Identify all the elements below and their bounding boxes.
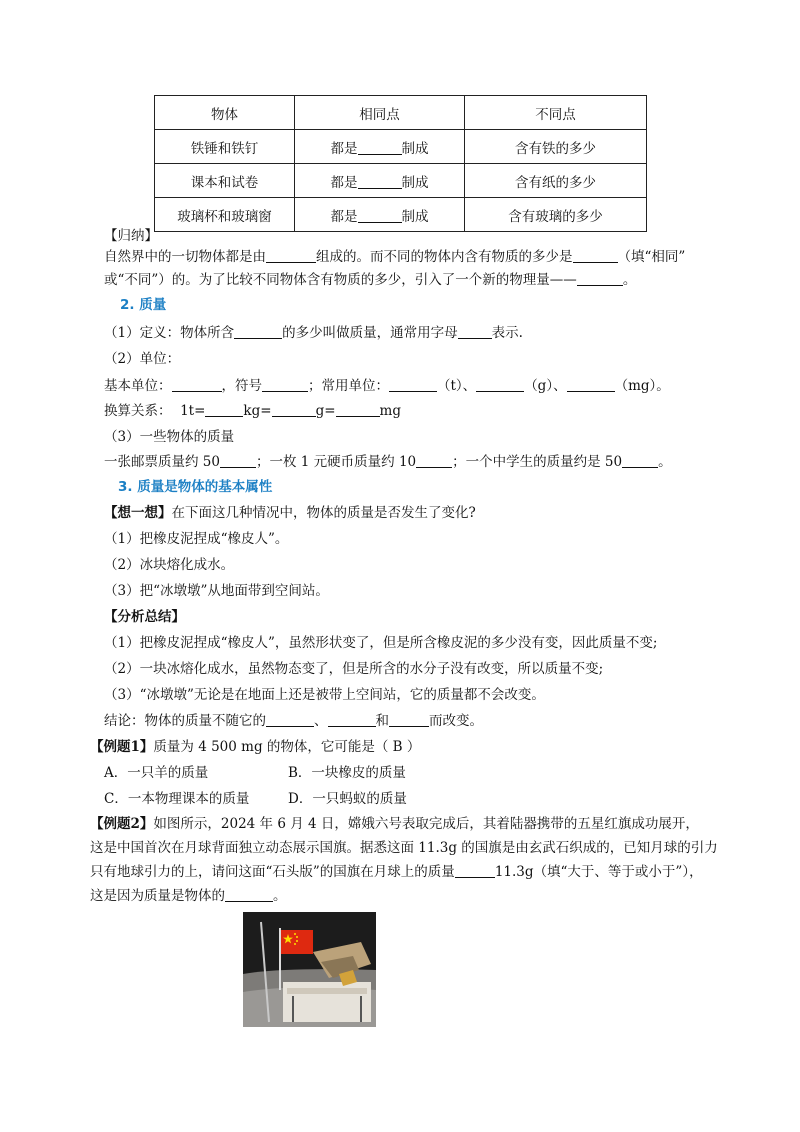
conversion-line: 换算关系： 1t= kg= g= mg: [104, 403, 401, 419]
example-2-line-3: 只有地球引力的上，请问这面“石头版”的国旗在月球上的质量 11.3g（填“大于、等于或小于”），: [90, 864, 703, 880]
guina-line-2: 或“不同”）的。为了比较不同物体含有物质的多少，引入了一个新的物理量—— 。: [104, 272, 637, 288]
table-row: [155, 130, 647, 164]
section-3-heading: 3. 质量是物体的基本属性: [118, 479, 273, 495]
row-diff: 含有纸的多少: [465, 164, 647, 198]
comparison-table: [154, 95, 647, 232]
answer-3: （3）“冰墩墩”无论是在地面上还是被带上空间站，它的质量都不会改变。: [104, 687, 545, 703]
chinese-flag-icon: [281, 930, 313, 954]
mass-definition: （1）定义：物体所含 的多少叫做质量，通常用字母 表示.: [104, 325, 523, 341]
table-row: [155, 198, 647, 232]
question-2: （2）冰块熔化成水。: [104, 557, 235, 573]
row-diff: 含有铁的多少: [465, 130, 647, 164]
unit-line: 基本单位： ，符号 ；常用单位： （t）、 （g）、 （mg）。: [104, 378, 670, 394]
some-mass-line: 一张邮票质量约 50 ；一枚 1 元硬币质量约 10 ；一个中学生的质量约是 50 。: [104, 454, 672, 470]
answer-2: （2）一块冰熔化成水，虽然物态变了，但是所含的水分子没有改变，所以质量不变;: [104, 661, 604, 677]
conclusion-line: 结论：物体的质量不随它的 、 和 而改变。: [104, 713, 483, 729]
header-diff: 不同点: [465, 96, 647, 130]
answer-1: （1）把橡皮泥捏成“橡皮人”，虽然形状变了，但是所含橡皮泥的多少没有变，因此质量不变;: [104, 635, 658, 651]
think-line: 【想一想】在下面这几种情况中，物体的质量是否发生了变化?: [104, 505, 476, 521]
example-1-stem: 【例题1】质量为 4 500 mg 的物体，它可能是（ B ）: [90, 739, 421, 755]
example-1-option-b: B．一块橡皮的质量: [288, 765, 406, 781]
lunar-lander-flag-image: [243, 912, 376, 1027]
example-1-option-d: D．一只蚂蚁的质量: [288, 791, 407, 807]
example-1-option-c: C．一本物理课本的质量: [104, 791, 250, 807]
row-same: 都是 制成: [295, 164, 465, 198]
row-same: 都是 制成: [295, 198, 465, 232]
example-2-line-4: 这是因为质量是物体的 。: [90, 888, 287, 904]
row-object: 课本和试卷: [155, 164, 295, 198]
row-diff: 含有玻璃的多少: [465, 198, 647, 232]
row-same: 都是 制成: [295, 130, 465, 164]
example-2-line-1: 【例题2】如图所示，2024 年 6 月 4 日，嫦娥六号表取完成后，其着陆器携带的五星红旗成功展开，: [90, 816, 699, 832]
summary-heading: 【分析总结】: [104, 609, 185, 625]
header-same: 相同点: [295, 96, 465, 130]
header-object: 物体: [155, 96, 295, 130]
question-1: （1）把橡皮泥捏成“橡皮人”。: [104, 531, 289, 547]
table-header-row: [155, 96, 647, 130]
row-object: 铁锤和铁钉: [155, 130, 295, 164]
example-1-option-a: A．一只羊的质量: [104, 765, 209, 781]
some-mass-label: （3）一些物体的质量: [104, 429, 235, 445]
unit-label: （2）单位：: [104, 351, 181, 367]
question-3: （3）把“冰墩墩”从地面带到空间站。: [104, 583, 329, 599]
table-row: [155, 164, 647, 198]
example-2-line-2: 这是中国首次在月球背面独立动态展示国旗。据悉这面 11.3g 的国旗是由玄武石织成的，已知月球的引力: [90, 840, 718, 856]
guina-line-1: 自然界中的一切物体都是由 组成的。而不同的物体内含有物质的多少是 （填“相同”: [104, 249, 686, 265]
section-2-heading: 2. 质量: [120, 297, 167, 313]
lunar-flag-photo: [243, 912, 376, 1027]
row-object: 玻璃杯和玻璃窗: [155, 198, 295, 232]
guina-heading: 【归纳】: [104, 228, 158, 244]
